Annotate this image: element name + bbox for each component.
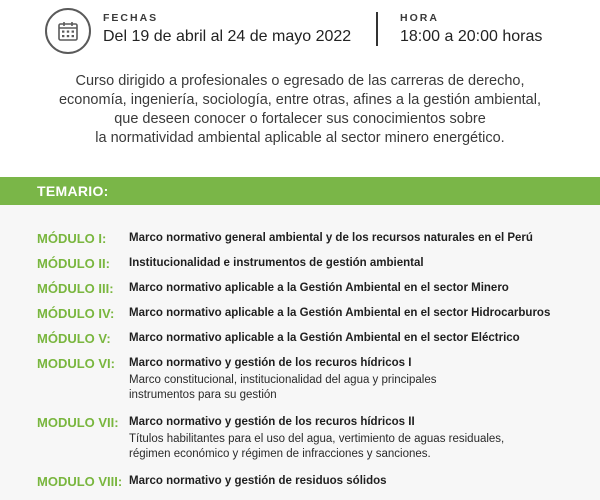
temario-header-bar: [0, 177, 600, 205]
schedule-header: [0, 0, 600, 60]
module-code: MÓDULO V:: [37, 331, 111, 346]
module-title: Marco normativo y gestión de los recuros hídricos I: [129, 357, 412, 369]
description-line: la normatividad ambiental aplicable al sector minero energético.: [95, 130, 505, 146]
module-code: MÓDULO I:: [37, 231, 107, 246]
module-title: Marco normativo y gestión de residuos sólidos: [129, 475, 387, 487]
course-description: [0, 72, 600, 148]
module-description-line: instrumentos para su gestión: [129, 389, 277, 401]
temario-title: TEMARIO:: [37, 183, 109, 199]
module-code: MÓDULO III:: [37, 281, 114, 296]
header-divider: [376, 12, 378, 46]
module-list: [0, 205, 600, 500]
calendar-icon: [58, 21, 78, 41]
module-title: Marco normativo aplicable a la Gestión Ambiental en el sector Minero: [129, 282, 509, 294]
module-title: Marco normativo general ambiental y de los recursos naturales en el Perú: [129, 232, 533, 244]
module-code: MODULO VIII:: [37, 474, 123, 489]
module-code: MÓDULO II:: [37, 256, 110, 271]
module-title: Institucionalidad e instrumentos de gestión ambiental: [129, 257, 424, 269]
module-description-line: régimen económico y régimen de infracciones y sanciones.: [129, 448, 431, 460]
fechas-label: FECHAS: [103, 12, 159, 24]
module-title: Marco normativo aplicable a la Gestión Ambiental en el sector Eléctrico: [129, 332, 520, 344]
module-description: [129, 373, 569, 403]
module-code: MODULO VII:: [37, 415, 119, 430]
module-title: Marco normativo y gestión de los recuros hídricos II: [129, 416, 415, 428]
module-description-line: Marco constitucional, institucionalidad del agua y principales: [129, 374, 437, 386]
module-code: MÓDULO IV:: [37, 306, 115, 321]
module-title: Marco normativo aplicable a la Gestión Ambiental en el sector Hidrocarburos: [129, 307, 551, 319]
description-line: Curso dirigido a profesionales o egresado de las carreras de derecho,: [75, 73, 525, 89]
description-line: economía, ingeniería, sociología, entre otras, afines a la gestión ambiental,: [58, 92, 541, 108]
calendar-badge: [45, 8, 91, 54]
hora-label: HORA: [400, 12, 439, 24]
hora-value: 18:00 a 20:00 horas: [400, 28, 543, 45]
fechas-value: Del 19 de abril al 24 de mayo 2022: [103, 28, 352, 45]
description-line: que deseen conocer o fortalecer sus conocimientos sobre: [114, 111, 486, 127]
module-description-line: Títulos habilitantes para el uso del agua, vertimiento de aguas residuales,: [129, 433, 505, 445]
module-code: MODULO VI:: [37, 356, 115, 371]
module-description: [129, 432, 569, 462]
